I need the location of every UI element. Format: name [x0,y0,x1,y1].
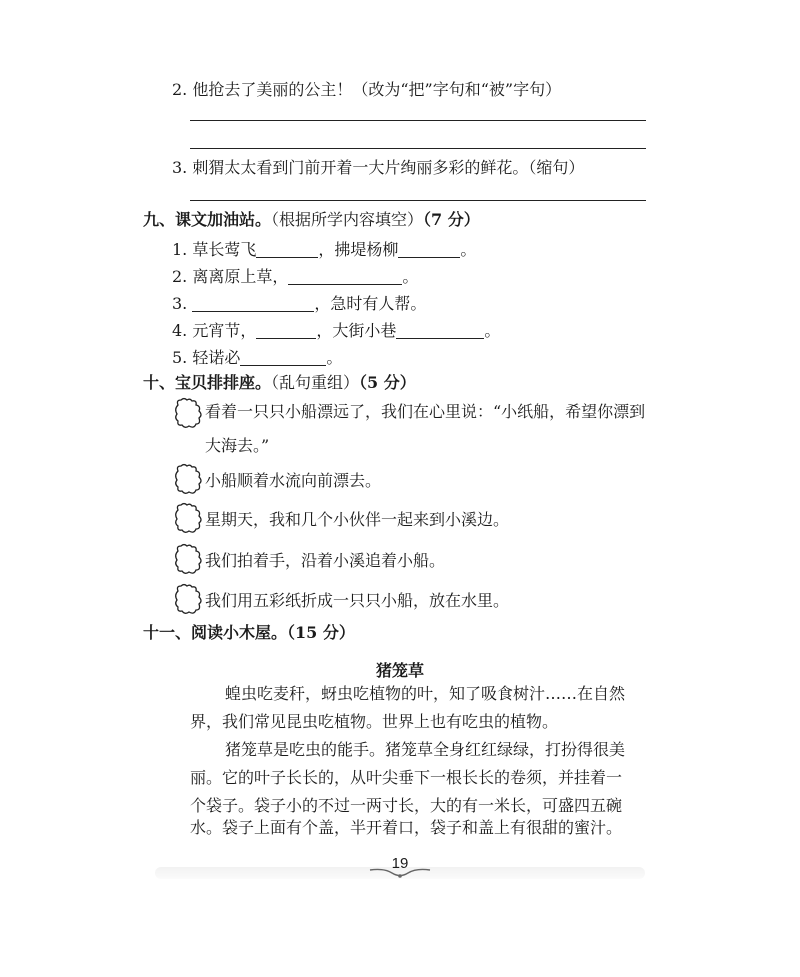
item-text: 5. 轻诺必 [172,348,241,367]
item-text: 。 [326,348,343,367]
cloud-number-box-icon[interactable] [172,583,206,617]
sentence-4: 我们拍着手，沿着小溪追着小船。 [205,551,446,570]
section-9-heading [143,210,480,230]
paragraph-2-line: 丽。它的叶子长长的，从叶尖垂下一根长长的卷须，并挂着一 [190,768,623,787]
fill-item-1 [172,240,476,260]
fill-blank[interactable] [398,241,460,258]
fill-blank[interactable] [240,349,326,366]
sentence-2: 小船顺着水流向前漂去。 [205,471,382,490]
sentence-1-continued: 大海去。” [205,436,270,455]
fill-item-5 [172,348,342,368]
question-2: 2. 他抢去了美丽的公主！（改为“把”字句和“被”字句） [172,80,562,99]
fill-blank[interactable] [256,322,316,339]
paragraph-2-line: 个袋子。袋子小的不过一两寸长，大的有一米长，可盛四五碗 [190,796,623,815]
fill-blank[interactable] [288,268,402,285]
item-text: 4. 元宵节， [172,321,257,340]
item-text: ，急时有人帮。 [314,294,427,313]
answer-line[interactable] [190,148,646,149]
cloud-number-box-icon[interactable] [172,463,206,497]
section-title: 九、课文加油站。 [143,210,272,229]
answer-line[interactable] [190,120,646,121]
page-number: 19 [391,855,409,872]
fill-blank[interactable] [256,241,318,258]
paragraph-2-line: 猪笼草是吃虫的能手。猪笼草全身红红绿绿，打扮得很美 [225,740,626,759]
sentence-1: 看着一只只小船漂远了，我们在心里说：“小纸船，希望你漂到 [205,402,646,421]
section-score: （7 分） [423,210,480,229]
fill-blank[interactable] [192,295,314,312]
article-title: 猪笼草 [375,661,424,680]
item-text: 。 [402,267,419,286]
fill-item-2 [172,267,418,287]
sentence-5: 我们用五彩纸折成一只只小船，放在水里。 [205,591,510,610]
section-note: （乱句重组） [271,373,360,392]
section-note: （根据所学内容填空） [271,210,424,229]
item-text: 。 [460,240,477,259]
paragraph-1-line: 蝗虫吃麦秆，蚜虫吃植物的叶，知了吸食树汁……在自然 [225,684,626,703]
answer-line[interactable] [190,200,646,201]
section-score: （15 分） [287,623,355,642]
cloud-number-box-icon[interactable] [172,502,206,536]
paragraph-2-line: 水。袋子上面有个盖，半开着口，袋子和盖上有很甜的蜜汁。 [190,818,623,837]
fill-item-3 [172,294,426,314]
cloud-number-box-icon[interactable] [172,543,206,577]
section-score: （5 分） [359,373,416,392]
item-text: ，拂堤杨柳 [318,240,399,259]
item-text: 。 [484,321,501,340]
section-10-heading [143,373,416,393]
paragraph-1-line: 界，我们常见昆虫吃植物。世界上也有吃虫的植物。 [190,712,559,731]
item-text: 2. 离离原上草， [172,267,289,286]
section-11-heading [143,623,355,643]
item-text: 1. 草长莺飞 [172,240,257,259]
fill-item-4 [172,321,500,341]
fill-blank[interactable] [396,322,484,339]
section-title: 十、宝贝排排座。 [143,373,272,392]
question-3: 3. 刺猬太太看到门前开着一大片绚丽多彩的鲜花。（缩句） [172,158,585,177]
cloud-number-box-icon[interactable] [172,397,206,431]
item-text: 3. [172,294,193,313]
sentence-3: 星期天，我和几个小伙伴一起来到小溪边。 [205,510,510,529]
section-title: 十一、阅读小木屋。 [143,623,288,642]
item-text: ，大街小巷 [316,321,397,340]
